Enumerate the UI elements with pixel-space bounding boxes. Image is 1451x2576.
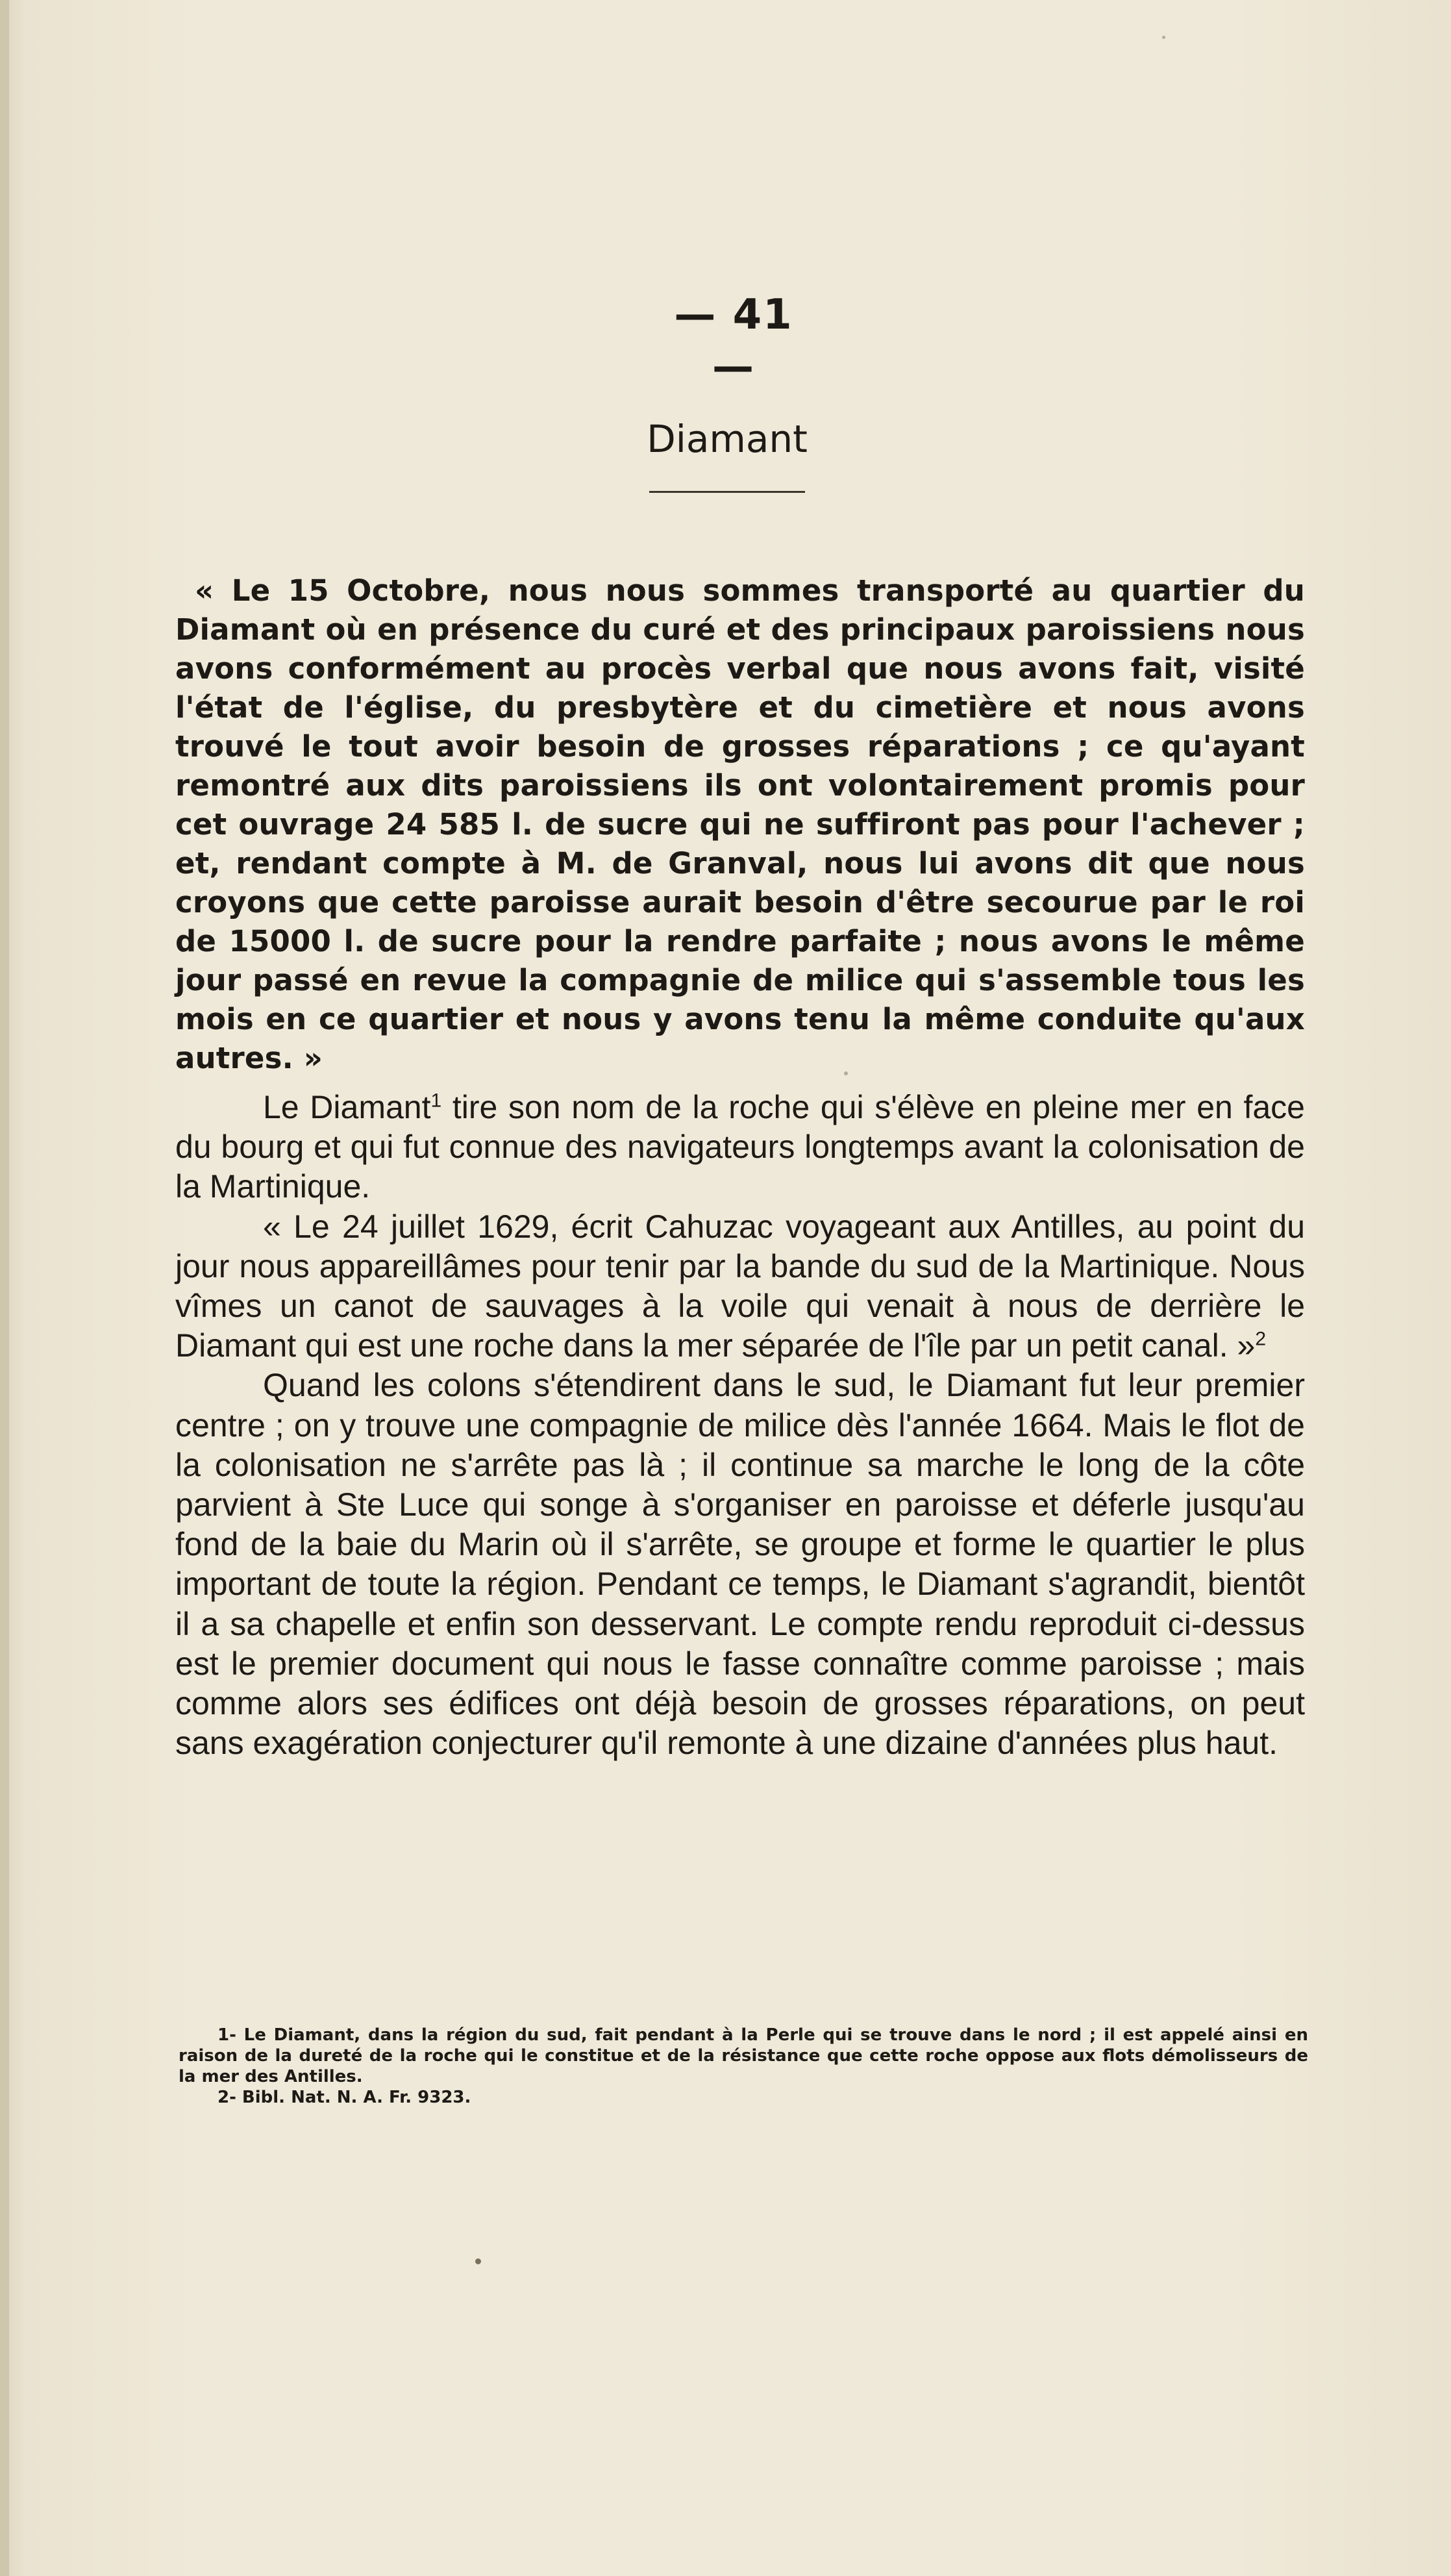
paragraph-1-lead: Le Diamant — [263, 1089, 431, 1125]
footnote-ref-1: 1 — [430, 1090, 442, 1112]
paper-speck — [1162, 36, 1165, 39]
paragraph-1 — [175, 1088, 1305, 1207]
footnote-1: 1- Le Diamant, dans la région du sud, fait pendant à la Perle qui se trouve dans le nord ; il est appelé ainsi en raison de la dureté de la roche qui le constitue et de la résistance que cette roche oppose aux flots démolisseurs de la mer des Antilles. — [179, 2025, 1308, 2086]
paragraph-3: Quand les colons s'étendirent dans le sud, le Diamant fut leur premier centre ; on y trouve une compagnie de milice dès l'année 1664. Mais le flot de la colonisation ne s'arrête pas là ; il continue sa marche le long de la côte parvient à Ste Luce qui songe à s'organiser en paroisse et déferle jusqu'au fond de la baie du Marin où il s'arrête, se groupe et forme le quartier le plus important de toute la région. Pendant ce temps, le Diamant s'agrandit, bientôt il a sa chapelle et enfin son desservant. Le compte rendu reproduit ci-dessus est le premier document qui nous le fasse connaître comme paroisse ; mais comme alors ses édifices ont déjà besoin de grosses réparations, on peut sans exagération conjecturer qu'il remonte à une dizaine d'années plus haut. — [175, 1367, 1305, 1762]
paper-speck — [475, 2258, 481, 2264]
footnote-ref-2: 2 — [1255, 1328, 1266, 1350]
title-underline — [649, 491, 805, 493]
section-title: Diamant — [647, 417, 808, 461]
footnote-2: 2- Bibl. Nat. N. A. Fr. 9323. — [217, 2088, 471, 2107]
page-number: — 41 — — [674, 291, 793, 391]
paragraph-2 — [175, 1207, 1305, 1366]
binding-edge — [0, 0, 9, 2576]
paragraph-1-rest: tire son nom de la roche qui s'élève en pleine mer en face du bourg et qui fut connue des navigateurs longtemps avant la colonisation de la Martinique. — [175, 1089, 1305, 1205]
body-text — [175, 1088, 1305, 1763]
paragraph-2-text: « Le 24 juillet 1629, écrit Cahuzac voyageant aux Antilles, au point du jour nous appareillâmes pour tenir par la bande du sud de la Martinique. Nous vîmes un canot de sauvages à la voile qui venait à nous de derrière le Diamant qui est une roche dans la mer séparée de l'île par un petit canal. » — [175, 1208, 1305, 1364]
quoted-report: « Le 15 Octobre, nous nous sommes transporté au quartier du Diamant où en présence du curé et des principaux paroissiens nous avons conformément au procès verbal que nous avons fait, visité l'état de l'église, du presbytère et du cimetière et nous avons trouvé le tout avoir besoin de grosses réparations ; ce qu'ayant remontré aux dits paroissiens ils ont volontairement promis pour cet ouvrage 24 585 l. de sucre qui ne suffiront pas pour l'achever ; et, rendant compte à M. de Granval, nous lui avons dit que nous croyons que cette paroisse aurait besoin d'être secourue par le roi de 15000 l. de sucre pour la rendre parfaite ; nous avons le même jour passé en revue la compagnie de milice qui s'assemble tous les mois en ce quartier et nous y avons tenu la même conduite qu'aux autres. » — [175, 573, 1305, 1075]
footnotes — [179, 2025, 1308, 2108]
paper-speck — [844, 1071, 848, 1075]
